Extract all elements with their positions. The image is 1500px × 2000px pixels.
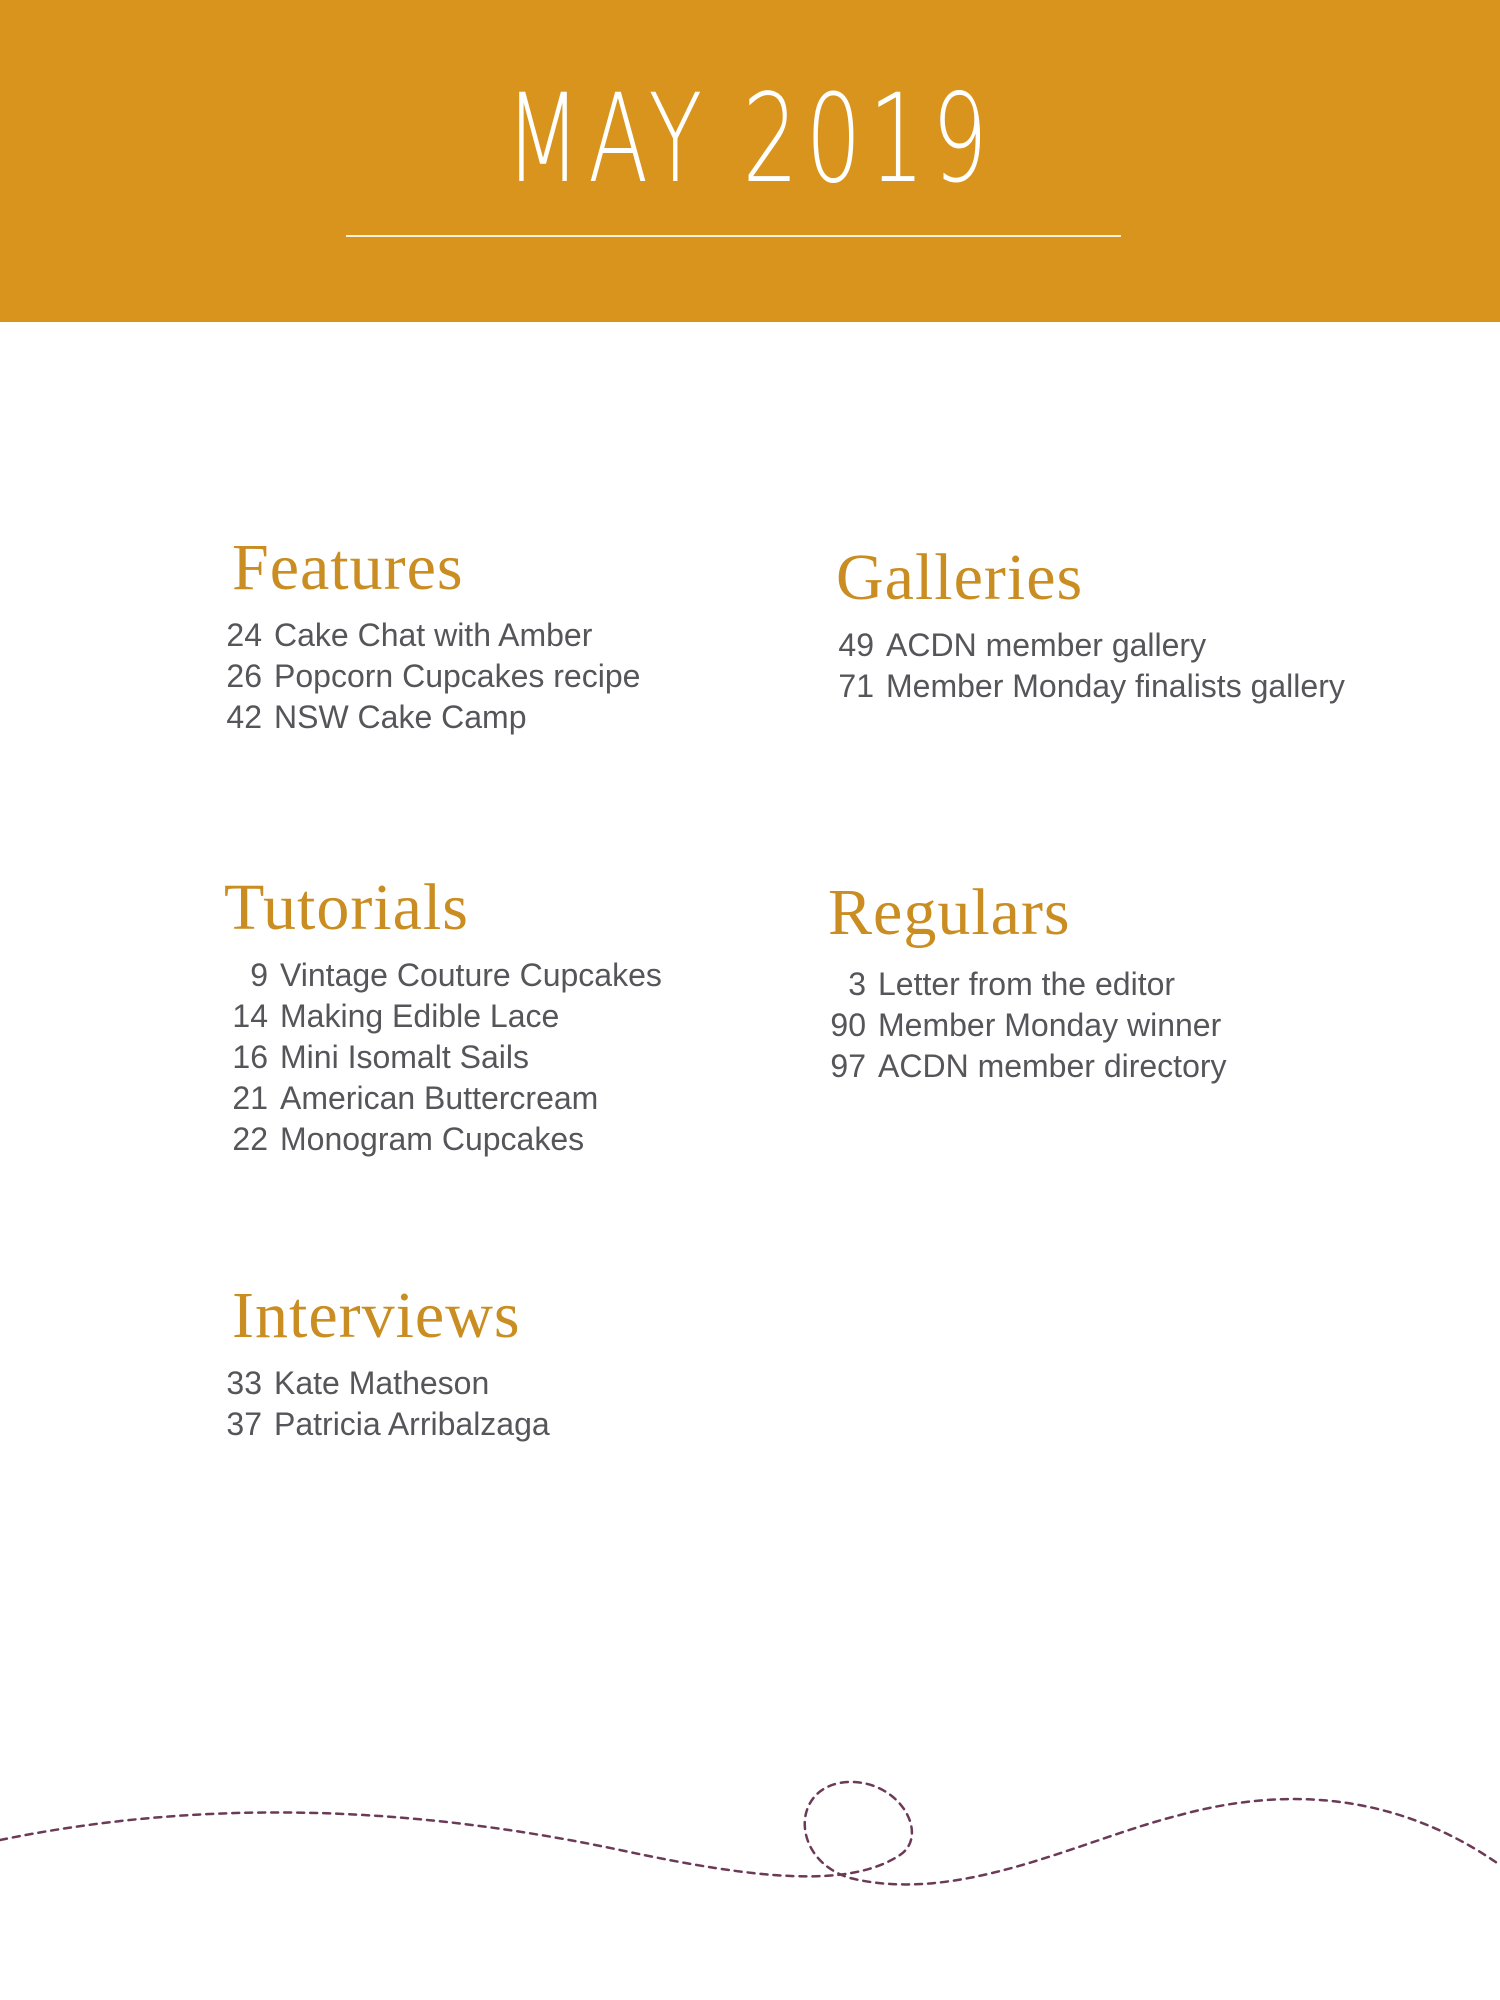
page-number: 33 bbox=[226, 1365, 262, 1401]
entry-list bbox=[224, 615, 640, 738]
entry-list bbox=[224, 955, 662, 1160]
section-heading: Regulars bbox=[828, 876, 1071, 949]
page-number: 71 bbox=[838, 668, 874, 704]
entry-title: Letter from the editor bbox=[878, 966, 1176, 1002]
toc-entry[interactable] bbox=[828, 964, 1227, 1005]
toc-entry[interactable] bbox=[828, 1046, 1227, 1087]
toc-entry[interactable] bbox=[224, 996, 662, 1037]
section-regulars bbox=[828, 876, 1227, 1087]
toc-entry[interactable] bbox=[224, 1037, 662, 1078]
masthead bbox=[0, 0, 1500, 322]
issue-year: 2019 bbox=[742, 68, 995, 210]
entry-list bbox=[828, 964, 1227, 1087]
entry-title: Mini Isomalt Sails bbox=[280, 1039, 529, 1075]
entry-title: Making Edible Lace bbox=[280, 998, 560, 1034]
section-heading: Interviews bbox=[232, 1279, 521, 1352]
toc-entry[interactable] bbox=[224, 656, 640, 697]
page-number: 14 bbox=[232, 998, 268, 1034]
entry-title: ACDN member gallery bbox=[886, 627, 1207, 663]
page-number: 97 bbox=[830, 1048, 866, 1084]
section-tutorials bbox=[224, 871, 662, 1160]
entry-list bbox=[836, 625, 1345, 707]
entry-title: ACDN member directory bbox=[878, 1048, 1227, 1084]
toc-entry[interactable] bbox=[224, 1363, 550, 1404]
toc-entry[interactable] bbox=[224, 955, 662, 996]
page-number: 3 bbox=[848, 966, 866, 1002]
page-number: 16 bbox=[232, 1039, 268, 1075]
page-number: 42 bbox=[226, 699, 262, 735]
entry-title: Cake Chat with Amber bbox=[274, 617, 593, 653]
page-number: 9 bbox=[250, 957, 268, 993]
dashed-loop-line-icon bbox=[0, 1740, 1500, 1900]
page-number: 90 bbox=[830, 1007, 866, 1043]
entry-title: NSW Cake Camp bbox=[274, 699, 527, 735]
toc-entry[interactable] bbox=[828, 1005, 1227, 1046]
section-heading: Galleries bbox=[836, 541, 1084, 614]
toc-entry[interactable] bbox=[224, 1404, 550, 1445]
entry-title: Member Monday winner bbox=[878, 1007, 1222, 1043]
issue-title bbox=[210, 68, 1290, 210]
toc-entry[interactable] bbox=[224, 615, 640, 656]
page-number: 26 bbox=[226, 658, 262, 694]
entry-title: Popcorn Cupcakes recipe bbox=[274, 658, 641, 694]
page-number: 24 bbox=[226, 617, 262, 653]
section-heading: Features bbox=[232, 531, 464, 604]
page-number: 22 bbox=[232, 1121, 268, 1157]
entry-title: Monogram Cupcakes bbox=[280, 1121, 585, 1157]
section-galleries bbox=[836, 541, 1345, 707]
page-number: 49 bbox=[838, 627, 874, 663]
entry-title: Kate Matheson bbox=[274, 1365, 490, 1401]
issue-month: MAY bbox=[505, 68, 710, 210]
section-features bbox=[224, 531, 641, 738]
entry-list bbox=[224, 1363, 550, 1445]
toc-entry[interactable] bbox=[224, 1078, 662, 1119]
section-heading: Tutorials bbox=[224, 871, 469, 944]
masthead-divider bbox=[346, 235, 1121, 237]
section-interviews bbox=[224, 1279, 550, 1445]
page-number: 21 bbox=[232, 1080, 268, 1116]
toc-entry[interactable] bbox=[224, 1119, 662, 1160]
page-number: 37 bbox=[226, 1406, 262, 1442]
entry-title: American Buttercream bbox=[280, 1080, 599, 1116]
toc-entry[interactable] bbox=[224, 697, 640, 738]
entry-title: Member Monday finalists gallery bbox=[886, 668, 1345, 704]
toc-entry[interactable] bbox=[836, 666, 1345, 707]
toc-entry[interactable] bbox=[836, 625, 1345, 666]
entry-title: Patricia Arribalzaga bbox=[274, 1406, 550, 1442]
entry-title: Vintage Couture Cupcakes bbox=[280, 957, 662, 993]
